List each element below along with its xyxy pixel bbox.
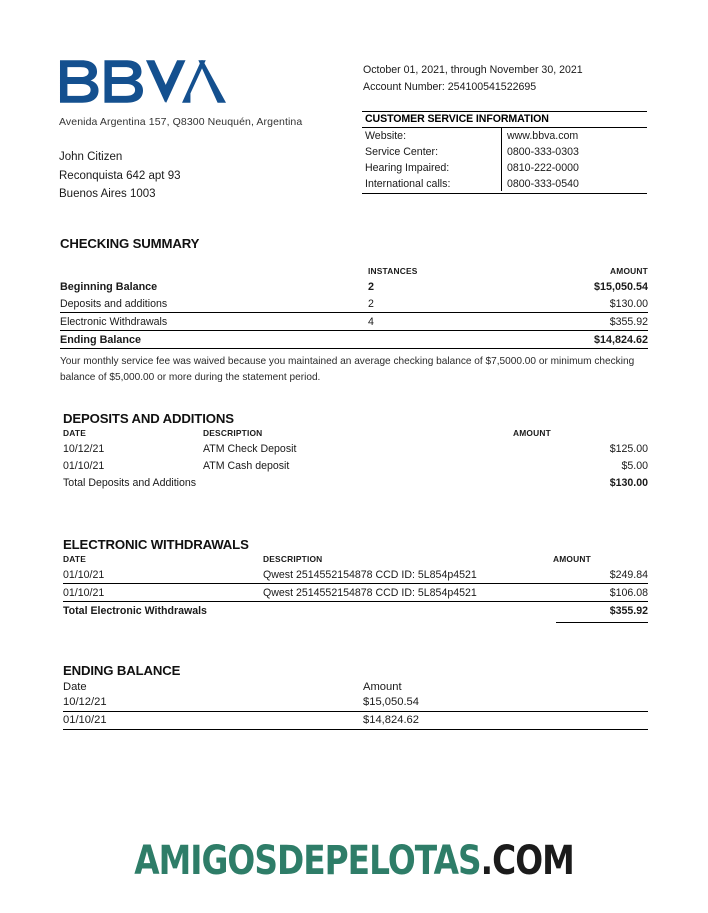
deposit-description: ATM Check Deposit xyxy=(203,442,297,455)
table-row xyxy=(63,440,648,457)
withdrawals-total-row xyxy=(63,602,648,620)
cs-value-hearing-impaired: 0810-222-0000 xyxy=(507,162,579,174)
cs-label-service-center: Service Center: xyxy=(365,146,439,158)
customer-service-bottom-rule xyxy=(362,193,647,194)
deposit-description: ATM Cash deposit xyxy=(203,459,290,472)
watermark-name: AMIGOSDEPELOTAS xyxy=(134,838,481,884)
statement-period: October 01, 2021, through November 30, 2021 xyxy=(363,64,583,76)
table-row xyxy=(63,457,648,474)
checking-summary-title: CHECKING SUMMARY xyxy=(60,236,200,251)
table-row xyxy=(63,711,648,729)
ending-balance-section xyxy=(63,663,648,730)
ending-balance-table xyxy=(63,678,648,730)
summary-label-ending-balance: Ending Balance xyxy=(60,331,368,349)
customer-service-rows xyxy=(362,128,647,192)
site-watermark xyxy=(64,838,645,884)
customer-address-line-2: Buenos Aires 1003 xyxy=(59,188,156,200)
summary-amount-ending-balance: $14,824.62 xyxy=(533,331,648,349)
deposits-col-date: DATE xyxy=(63,428,86,438)
deposit-amount: $5.00 xyxy=(621,459,648,472)
customer-name: John Citizen xyxy=(59,151,123,163)
customer-address-block xyxy=(59,148,180,204)
withdrawal-description: Qwest 2514552154878 CCD ID: 5L854p4521 xyxy=(263,566,553,584)
withdrawals-total-label: Total Electronic Withdrawals xyxy=(63,605,207,617)
withdrawal-description: Qwest 2514552154878 CCD ID: 5L854p4521 xyxy=(263,584,553,602)
customer-service-divider xyxy=(501,128,502,191)
deposits-title: DEPOSITS AND ADDITIONS xyxy=(63,411,234,426)
deposits-total-row xyxy=(63,474,648,491)
table-row xyxy=(60,278,648,295)
deposit-date: 01/10/21 xyxy=(63,459,105,472)
summary-amount-beginning-balance: $15,050.54 xyxy=(593,280,648,293)
summary-label-beginning-balance: Beginning Balance xyxy=(60,280,158,293)
summary-instances-deposits: 2 xyxy=(368,295,533,313)
withdrawal-amount: $106.08 xyxy=(553,584,648,602)
deposit-amount: $125.00 xyxy=(609,442,648,455)
ending-balance-date: 01/10/21 xyxy=(63,711,363,729)
checking-summary-section xyxy=(60,236,648,385)
summary-amount-deposits: $130.00 xyxy=(533,295,648,313)
watermark-tld: .COM xyxy=(480,838,574,884)
table-header-row xyxy=(63,552,648,566)
cs-label-hearing-impaired: Hearing Impaired: xyxy=(365,162,450,174)
summary-label-deposits: Deposits and additions xyxy=(60,295,368,313)
summary-label-withdrawals: Electronic Withdrawals xyxy=(60,313,368,331)
withdrawal-amount: $249.84 xyxy=(553,566,648,584)
table-row xyxy=(63,566,648,584)
summary-instances-ending-balance xyxy=(368,331,533,349)
withdrawal-date: 01/10/21 xyxy=(63,584,263,602)
withdrawals-section xyxy=(63,537,648,623)
customer-service-row xyxy=(362,176,647,192)
summary-col-amount: AMOUNT xyxy=(610,265,648,276)
ending-balance-title: ENDING BALANCE xyxy=(63,663,181,678)
table-row xyxy=(60,331,648,349)
ending-balance-amount: $15,050.54 xyxy=(363,694,648,712)
cs-value-website[interactable]: www.bbva.com xyxy=(507,130,579,142)
customer-service-box xyxy=(362,111,647,194)
customer-address-line-1: Reconquista 642 apt 93 xyxy=(59,169,181,182)
ending-balance-date: 10/12/21 xyxy=(63,694,363,712)
deposits-total-label: Total Deposits and Additions xyxy=(63,476,197,489)
table-row xyxy=(60,313,648,331)
table-header-row xyxy=(63,426,648,440)
table-row xyxy=(60,295,648,313)
withdrawals-col-amount: AMOUNT xyxy=(553,554,591,564)
account-number: Account Number: 254100541522695 xyxy=(363,81,537,93)
deposits-col-description: DESCRIPTION xyxy=(203,428,263,438)
customer-service-row xyxy=(362,144,647,160)
withdrawals-col-description: DESCRIPTION xyxy=(263,554,323,564)
ending-balance-col-amount: Amount xyxy=(363,680,402,693)
table-header-row xyxy=(63,678,648,694)
cs-label-international-calls: International calls: xyxy=(365,178,451,190)
checking-summary-table xyxy=(60,263,648,349)
deposits-total-amount: $130.00 xyxy=(609,476,648,489)
withdrawals-total-underline xyxy=(556,622,648,624)
summary-col-blank xyxy=(60,263,368,278)
summary-instances-beginning-balance: 2 xyxy=(368,280,375,293)
summary-col-instances: INSTANCES xyxy=(368,265,418,276)
deposits-col-amount: AMOUNT xyxy=(513,428,551,438)
summary-amount-withdrawals: $355.92 xyxy=(533,313,648,331)
customer-service-row xyxy=(362,160,647,176)
cs-label-website: Website: xyxy=(365,130,407,142)
customer-service-row xyxy=(362,128,647,144)
summary-instances-withdrawals: 4 xyxy=(368,313,533,331)
deposit-date: 10/12/21 xyxy=(63,442,105,455)
table-row xyxy=(63,584,648,602)
withdrawal-date: 01/10/21 xyxy=(63,566,263,584)
withdrawals-table xyxy=(63,552,648,620)
ending-balance-amount: $14,824.62 xyxy=(363,711,648,729)
cs-value-international-calls: 0800-333-0540 xyxy=(507,178,579,190)
cs-value-service-center: 0800-333-0303 xyxy=(507,146,579,158)
statement-meta xyxy=(363,62,583,96)
bbva-logo xyxy=(59,58,227,106)
ending-balance-col-date: Date xyxy=(63,680,87,693)
withdrawals-title: ELECTRONIC WITHDRAWALS xyxy=(63,537,249,552)
customer-service-title: CUSTOMER SERVICE INFORMATION xyxy=(362,111,647,128)
table-header-row xyxy=(60,263,648,278)
bank-address: Avenida Argentina 157, Q8300 Neuquén, Argentina xyxy=(59,116,303,128)
deposits-table xyxy=(63,426,648,491)
bbva-logo-icon xyxy=(59,58,227,106)
withdrawals-total-amount: $355.92 xyxy=(609,605,648,617)
table-row xyxy=(63,694,648,712)
service-fee-note: Your monthly service fee was waived because you maintained an average checking balance of $7,5000.00 or minimum checking balance of $5,000.00 or more during the statement period. xyxy=(60,356,635,383)
deposits-section xyxy=(63,411,648,491)
withdrawals-col-date: DATE xyxy=(63,554,86,564)
